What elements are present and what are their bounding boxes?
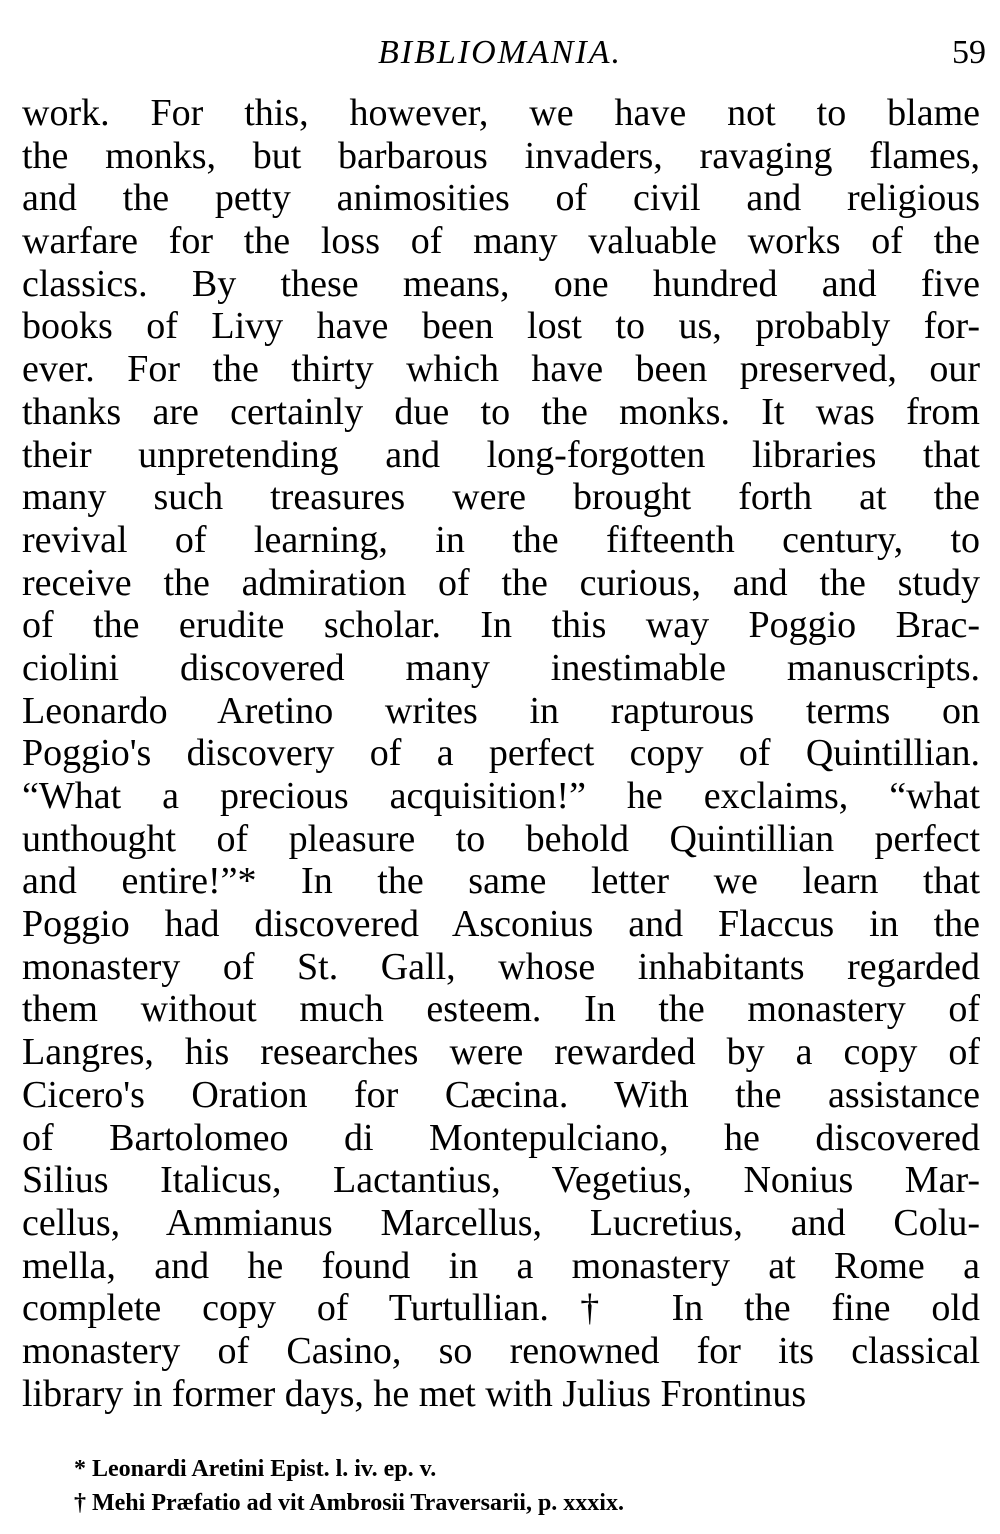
text-line: unthought of pleasure to behold Quintillian perfect xyxy=(22,817,980,860)
text-line: monastery of Casino, so renowned for its classical xyxy=(22,1329,980,1372)
footnote: † Mehi Præfatio ad vit Ambrosii Traversarii, p. xxxix. xyxy=(74,1490,624,1516)
text-line: library in former days, he met with Julius Frontinus xyxy=(22,1372,807,1415)
text-line: of the erudite scholar. In this way Poggio Brac- xyxy=(22,604,980,647)
text-line: Silius Italicus, Lactantius, Vegetius, Nonius Mar- xyxy=(22,1159,980,1202)
text-line: them without much esteem. In the monastery of xyxy=(22,988,980,1031)
text-line: mella, and he found in a monastery at Rome a xyxy=(22,1244,980,1287)
text-line: ciolini discovered many inestimable manuscripts. xyxy=(22,646,980,689)
text-line: their unpretending and long-forgotten libraries that xyxy=(22,433,980,476)
text-line: many such treasures were brought forth at the xyxy=(22,476,980,519)
text-line: cellus, Ammianus Marcellus, Lucretius, and Colu- xyxy=(22,1201,980,1244)
text-line: and the petty animosities of civil and religious xyxy=(22,177,980,220)
text-line: Poggio's discovery of a perfect copy of Quintillian. xyxy=(22,732,980,775)
text-line: classics. By these means, one hundred and five xyxy=(22,262,980,305)
body-text xyxy=(22,92,980,1415)
page-title: BIBLIOMANIA. xyxy=(377,34,622,71)
text-line: warfare for the loss of many valuable works of the xyxy=(22,220,980,263)
text-line: “What a precious acquisition!” he exclaims, “what xyxy=(22,775,980,817)
text-line: complete copy of Turtullian.† In the fine old xyxy=(22,1287,980,1330)
text-line: monastery of St. Gall, whose inhabitants regarded xyxy=(22,945,980,988)
text-line: Poggio had discovered Asconius and Flaccus in the xyxy=(22,903,980,946)
page-number: 59 xyxy=(952,34,986,71)
text-line: ever. For the thirty which have been preserved, our xyxy=(22,348,980,391)
running-head xyxy=(0,28,1000,78)
text-line: of Bartolomeo di Montepulciano, he discovered xyxy=(22,1116,980,1159)
text-line: revival of learning, in the fifteenth century, to xyxy=(22,518,980,561)
footnotes xyxy=(74,1452,954,1520)
text-line: Leonardo Aretino writes in rapturous terms on xyxy=(22,689,980,732)
text-line: Cicero's Oration for Cæcina. With the assistance xyxy=(22,1073,980,1116)
text-line: books of Livy have been lost to us, probably for- xyxy=(22,305,980,348)
text-line: and entire!”* In the same letter we learn that xyxy=(22,860,980,903)
text-line: Langres, his researches were rewarded by a copy of xyxy=(22,1031,980,1074)
text-line: receive the admiration of the curious, and the study xyxy=(22,561,980,604)
text-line: work. For this, however, we have not to blame xyxy=(22,92,980,134)
text-line: thanks are certainly due to the monks. It was from xyxy=(22,390,980,433)
footnote: * Leonardi Aretini Epist. l. iv. ep. v. xyxy=(74,1456,437,1482)
text-line: the monks, but barbarous invaders, ravaging flames, xyxy=(22,134,980,177)
